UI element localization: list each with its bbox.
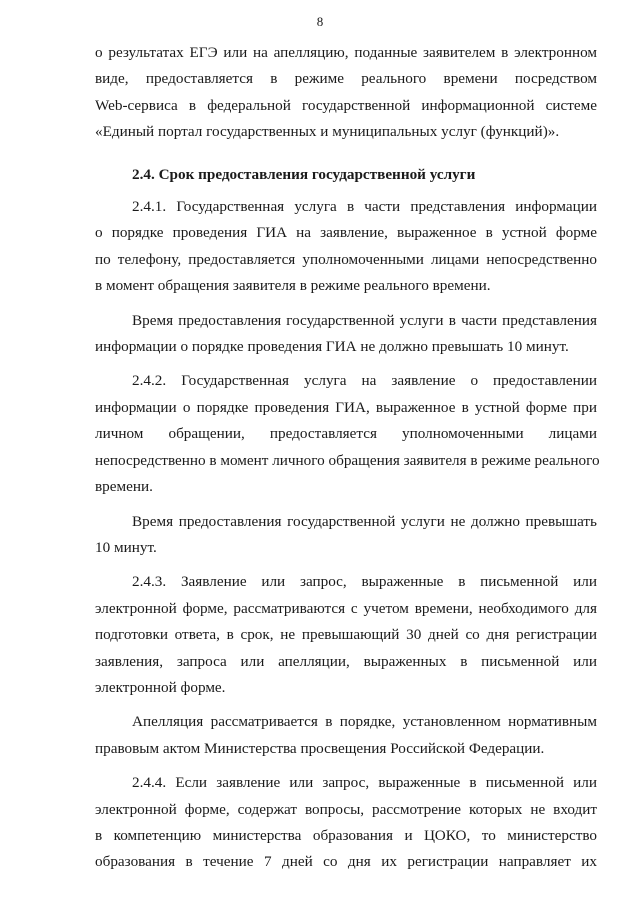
text-line: 2.4.2. Государственная услуга на заявление о предоставлении — [132, 372, 597, 390]
text-line: виде, предоставляется в режиме реального времени посредством — [95, 70, 597, 88]
text-line: непосредственно в момент личного обращения заявителя в режиме реального — [95, 451, 600, 469]
text-line: 2.4.3. Заявление или запрос, выраженные в письменной или — [132, 573, 597, 591]
text-line: личном обращении, предоставляется уполномоченными лицами — [95, 425, 597, 443]
text-line: электронной форме. — [95, 678, 226, 696]
text-line: Время предоставления государственной услуги в части представления — [132, 311, 597, 329]
paragraph-2-4-4 — [95, 770, 597, 876]
text-line: Время предоставления государственной услуги не должно превышать — [132, 512, 597, 530]
paragraph-2-4-1 — [95, 194, 597, 300]
text-line: в компетенцию министерства образования и ЦОКО, то министерство — [95, 826, 597, 844]
text-line: правовым актом Министерства просвещения Российской Федерации. — [95, 739, 545, 757]
paragraph-2-4-3 — [95, 569, 597, 701]
text-line: заявления, запроса или апелляции, выраженных в письменной или — [95, 652, 597, 670]
text-line: подготовки ответа, в срок, не превышающий 30 дней со дня регистрации — [95, 626, 597, 644]
text-line: электронной форме, содержат вопросы, рассмотрение которых не входит — [95, 800, 597, 818]
paragraph-2-4-2 — [95, 368, 600, 500]
paragraph-time-info — [95, 308, 597, 361]
text-line: Web-сервиса в федеральной государственной информационной системе — [95, 96, 597, 114]
text-line: информации о порядке проведения ГИА не должно превышать 10 минут. — [95, 338, 569, 356]
text-line: «Единый портал государственных и муниципальных услуг (функций)». — [95, 123, 560, 141]
text-line: информации о порядке проведения ГИА, выраженное в устной форме при — [95, 398, 597, 416]
text-line: 10 минут. — [95, 538, 157, 556]
text-line: электронной форме, рассматриваются с учетом времени, необходимого для — [95, 599, 597, 617]
text-line: образования в течение 7 дней со дня их регистрации направляет их — [95, 853, 597, 871]
text-line: Апелляция рассматривается в порядке, установленном нормативным — [132, 713, 597, 731]
text-line: 2.4.4. Если заявление или запрос, выраженные в письменной или — [132, 774, 597, 792]
section-heading: 2.4. Срок предоставления государственной услуги — [132, 165, 476, 183]
paragraph-time-limit — [95, 509, 597, 562]
text-line: по телефону, предоставляется уполномоченными лицами непосредственно — [95, 250, 597, 268]
document-body — [95, 40, 600, 876]
text-line: времени. — [95, 478, 153, 496]
text-line: 2.4.1. Государственная услуга в части представления информации — [132, 198, 597, 216]
paragraph-appeal — [95, 709, 597, 762]
text-line: о результатах ЕГЭ или на апелляцию, поданные заявителем в электронном — [95, 44, 597, 61]
paragraph-continuation — [95, 40, 597, 146]
text-line: о порядке проведения ГИА на заявление, выраженное в устной форме — [95, 224, 597, 242]
page-number: 8 — [316, 14, 324, 29]
text-line: в момент обращения заявителя в режиме реального времени. — [95, 277, 491, 295]
